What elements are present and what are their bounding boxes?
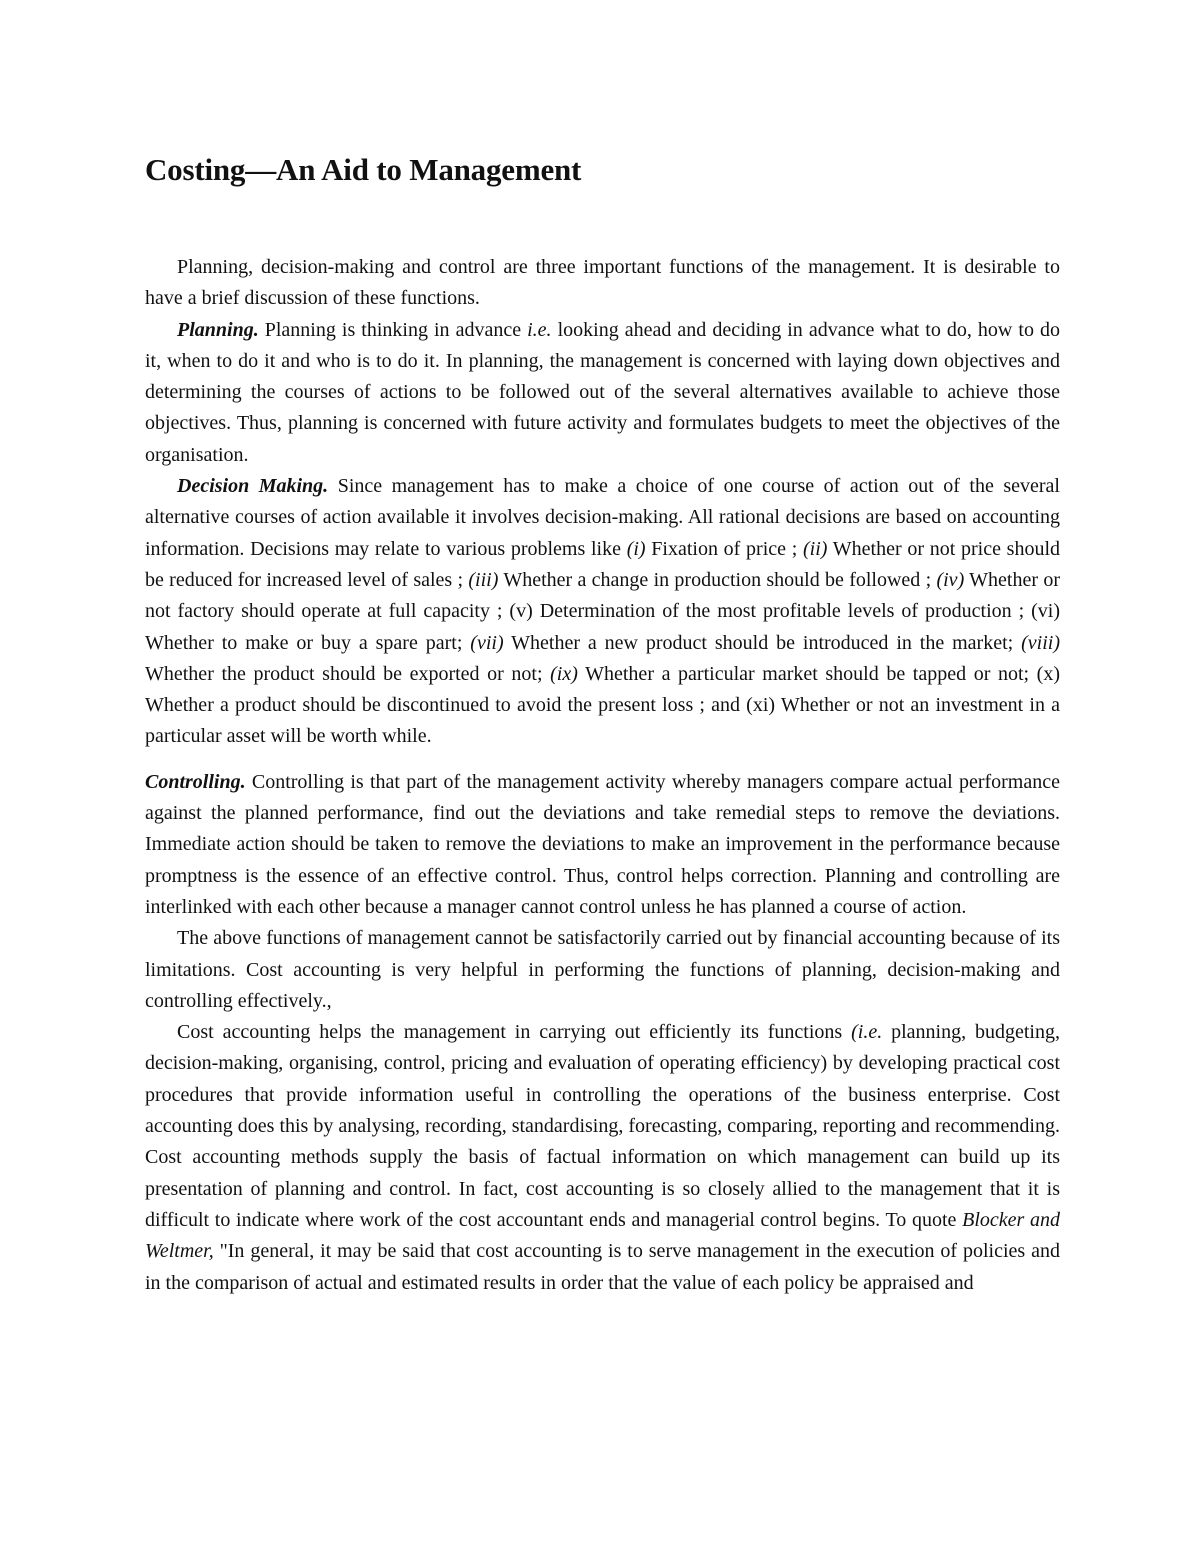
decision-making-term: Decision Making. [177,475,329,498]
decision-numeral-iv: (iv) [936,568,965,591]
cost-text-1: Cost accounting helps the management in carrying out efficiently its functions [177,1021,852,1044]
cost-text-3: "In general, it may be said that cost accounting is to serve management in the execution of policies and in the comparison of actual and estimated results in order that the value of each policy be appraised and [145,1240,1060,1294]
document-title: Costing—An Aid to Management [145,152,582,187]
decision-making-paragraph [145,471,1060,753]
intro-paragraph [145,252,1060,315]
decision-text-6: Whether a new product should be introduced in the market; [503,631,1022,654]
decision-text-8: Whether a particular market should be tapped or not; (x) Whether a product should be discontinued to avoid the present loss ; and (xi) Whether or not an investment in a particular asset will be worth while. [145,662,1060,748]
intro-text: Planning, decision-making and control are three important functions of the management. It is desirable to have a brief discussion of these functions. [145,256,1060,310]
cost-text-2: planning, budgeting, decision-making, organising, control, pricing and evaluation of operating efficiency) by developing practical cost procedures that provide information useful in controlling the operations of the business enterprise. Cost accounting does this by analysing, recording, standardising, forecasting, comparing, reporting and recommending. Cost accounting methods supply the basis of factual information on which management can build up its presentation of planning and control. In fact, cost accounting is so closely allied to the management that it is difficult to indicate where work of the cost accountant ends and managerial control begins. To quote [145,1021,1060,1231]
decision-numeral-viii: (viii) [1021,631,1060,654]
decision-text-2: Fixation of price ; [645,537,803,560]
controlling-term: Controlling. [145,770,246,793]
planning-term: Planning. [177,318,259,341]
cost-accounting-paragraph [145,1017,1060,1299]
decision-text-7: Whether the product should be exported or not; [145,662,551,685]
decision-numeral-vii: (vii) [470,631,504,654]
planning-text-1: Planning is thinking in advance [258,318,528,341]
cost-ie: (i.e. [851,1021,883,1044]
functions-text: The above functions of management cannot be satisfactorily carried out by financial accounting because of its limitations. Cost accounting is very helpful in performing the functions of planning, decision-making and controlling effectively., [145,927,1060,1012]
decision-numeral-ix: (ix) [550,662,578,685]
planning-paragraph [145,315,1060,471]
document-body [145,252,1060,1299]
controlling-text: Controlling is that part of the management activity whereby managers compare actual performance against the planned performance, find out the deviations and take remedial steps to remove the deviations. Immediate action should be taken to remove the deviations to make an improvement in the performance because promptness is the essence of an effective control. Thus, control helps correction. Planning and controlling are interlinked with each other because a manager cannot control unless he has planned a course of action. [145,770,1060,918]
decision-text-1: Since management has to make a choice of one course of action out of the several alternative courses of action available it involves decision-making. All rational decisions are based on accounting information. Decisions may relate to various problems like [145,475,1060,560]
decision-numeral-ii: (ii) [803,537,828,560]
decision-text-4: Whether a change in production should be followed ; [498,568,937,591]
decision-numeral-i: (i) [626,537,646,560]
decision-numeral-iii: (iii) [468,568,499,591]
decision-text-3: Whether or not price should be reduced for increased level of sales ; [145,537,1061,591]
cost-authors: Blocker and Weltmer, [145,1208,1060,1263]
decision-text-5: Whether or not factory should operate at full capacity ; (v) Determination of the most profitable levels of production ; (vi) Whether to make or buy a spare part; [145,568,1060,654]
planning-text-2: looking ahead and deciding in advance what to do, how to do it, when to do it and who is to do it. In planning, the management is concerned with laying down objectives and determining the courses of actions to be followed out of the several alternatives available to achieve those objectives. Thus, planning is concerned with future activity and formulates budgets to meet the objectives of the organisation. [145,318,1060,466]
planning-ie: i.e. [527,318,552,341]
document-page [145,150,1060,1299]
controlling-paragraph [145,767,1060,923]
functions-paragraph [145,923,1060,1017]
